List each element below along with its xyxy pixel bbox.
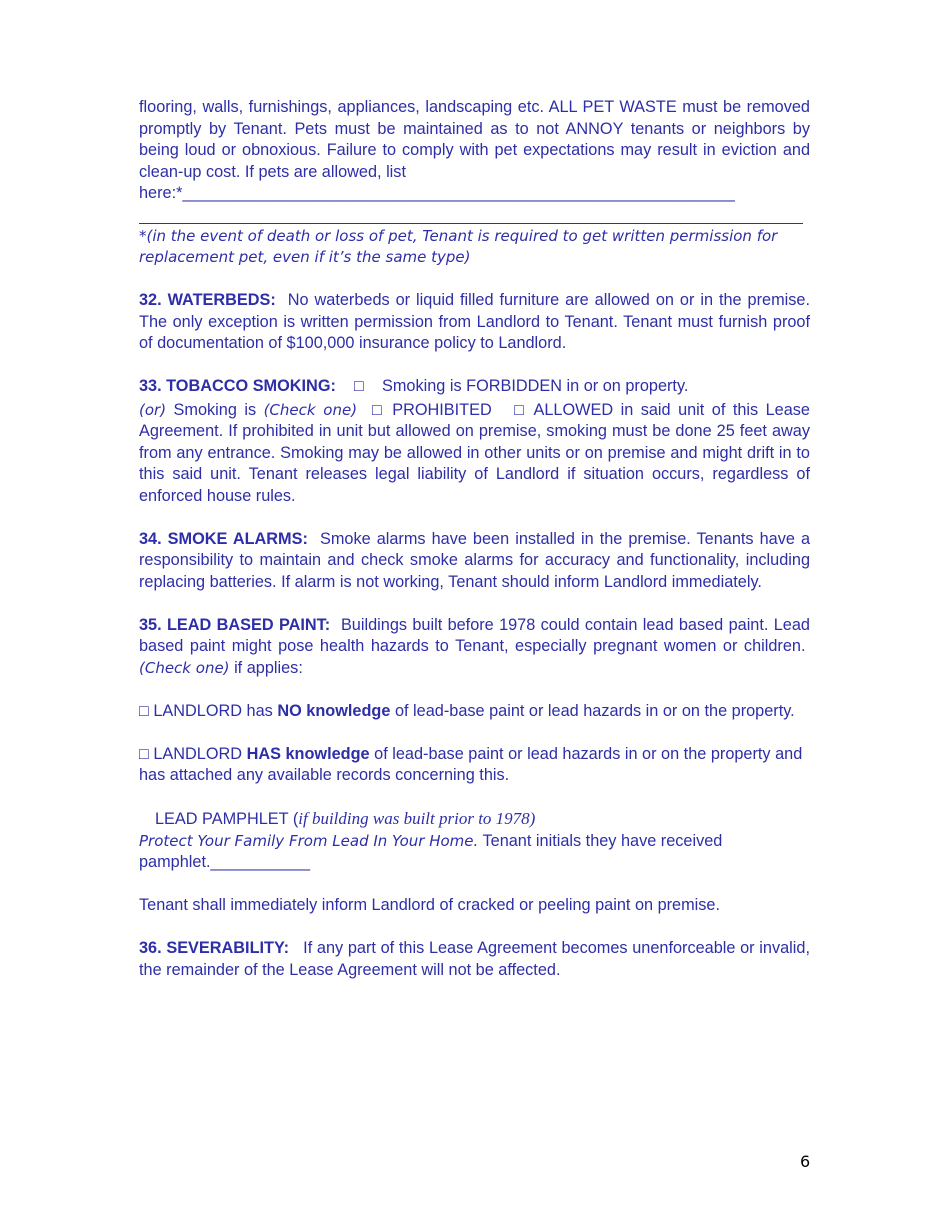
section-36: 36. SEVERABILITY: If any part of this Lease Agreement becomes unenforceable or invalid, the remainder of the Lease Agreement will not be affected. bbox=[139, 939, 810, 979]
protect-family-line: Protect Your Family From Lead In Your Home. Tenant initials they have received bbox=[139, 831, 723, 850]
forbidden-checkbox[interactable]: □ bbox=[354, 377, 364, 395]
lead-pamphlet-line: LEAD PAMPHLET (if building was built prior to 1978) bbox=[155, 809, 536, 828]
section-36-heading: 36. SEVERABILITY: bbox=[139, 939, 290, 957]
lead-option-no-knowledge[interactable]: □ LANDLORD has NO knowledge of lead-base paint or lead hazards in or on the property. bbox=[139, 701, 795, 720]
section-34-heading: 34. SMOKE ALARMS: bbox=[139, 529, 308, 548]
allowed-checkbox[interactable]: □ ALLOWED bbox=[514, 400, 614, 419]
section-32-heading: 32. WATERBEDS: bbox=[139, 291, 276, 309]
inform-landlord-line: Tenant shall immediately inform Landlord of cracked or peeling paint on premise. bbox=[139, 896, 721, 914]
pet-paragraph: flooring, walls, furnishings, appliances, landscaping etc. ALL PET WASTE must be removed promptly by Tenant. Pets must be maintained as to not ANNOY tenants or neighbors by being loud or obnoxious. Failure to comply with pet expectations may result in eviction and clean-up cost. If pets are allowed, list bbox=[139, 98, 810, 181]
pet-list-line: here:*_____________________________________________________________ bbox=[139, 184, 735, 202]
section-33-body: (or) Smoking is (Check one) □ PROHIBITED □ ALLOWED in said unit of this Lease Agreement. If prohibited in unit but allowed on premise, smoking must be done 25 feet away from any entrance. Smoking may be allowed in other units or on premise and might drift in to this said unit. Tenant releases legal liability of Landlord if situation occurs, regardless of enforced house rules. bbox=[139, 400, 810, 505]
section-35-heading: 35. LEAD BASED PAINT: bbox=[139, 615, 331, 634]
document-page bbox=[139, 97, 810, 981]
section-32: 32. WATERBEDS: No waterbeds or liquid filled furniture are allowed on or in the premise. The only exception is written permission from Landlord to Tenant. Tenant must furnish proof of documentation of $100,000 insurance policy to Landlord. bbox=[139, 291, 810, 352]
section-33-heading: 33. TOBACCO SMOKING: bbox=[139, 377, 336, 395]
section-34: 34. SMOKE ALARMS: Smoke alarms have been installed in the premise. Tenants have a responsibility to maintain and check smoke alarms for accuracy and functionality, including replacing batteries. If alarm is not working, Tenant should inform Landlord immediately. bbox=[139, 529, 811, 591]
lead-option-has-knowledge[interactable]: □ LANDLORD HAS knowledge of lead-base paint or lead hazards in or on the property and has attached any available records concerning this. bbox=[139, 744, 803, 784]
prohibited-checkbox[interactable]: □ PROHIBITED bbox=[372, 400, 492, 419]
section-33-heading-line: 33. TOBACCO SMOKING: □ Smoking is FORBIDDEN in or on property. bbox=[139, 377, 689, 395]
pet-list-rule bbox=[139, 209, 803, 224]
pamphlet-initials-line[interactable]: pamphlet.___________ bbox=[139, 853, 311, 871]
section-35: 35. LEAD BASED PAINT: Buildings built before 1978 could contain lead based paint. Lead based paint might pose health hazards to Tenant, especially pregnant women or children. (Check one) if applies: bbox=[139, 615, 810, 677]
page-number: 6 bbox=[800, 1152, 811, 1171]
pet-note: *(in the event of death or loss of pet, Tenant is required to get written permission for replacement pet, even if it’s the same type) bbox=[139, 226, 778, 266]
